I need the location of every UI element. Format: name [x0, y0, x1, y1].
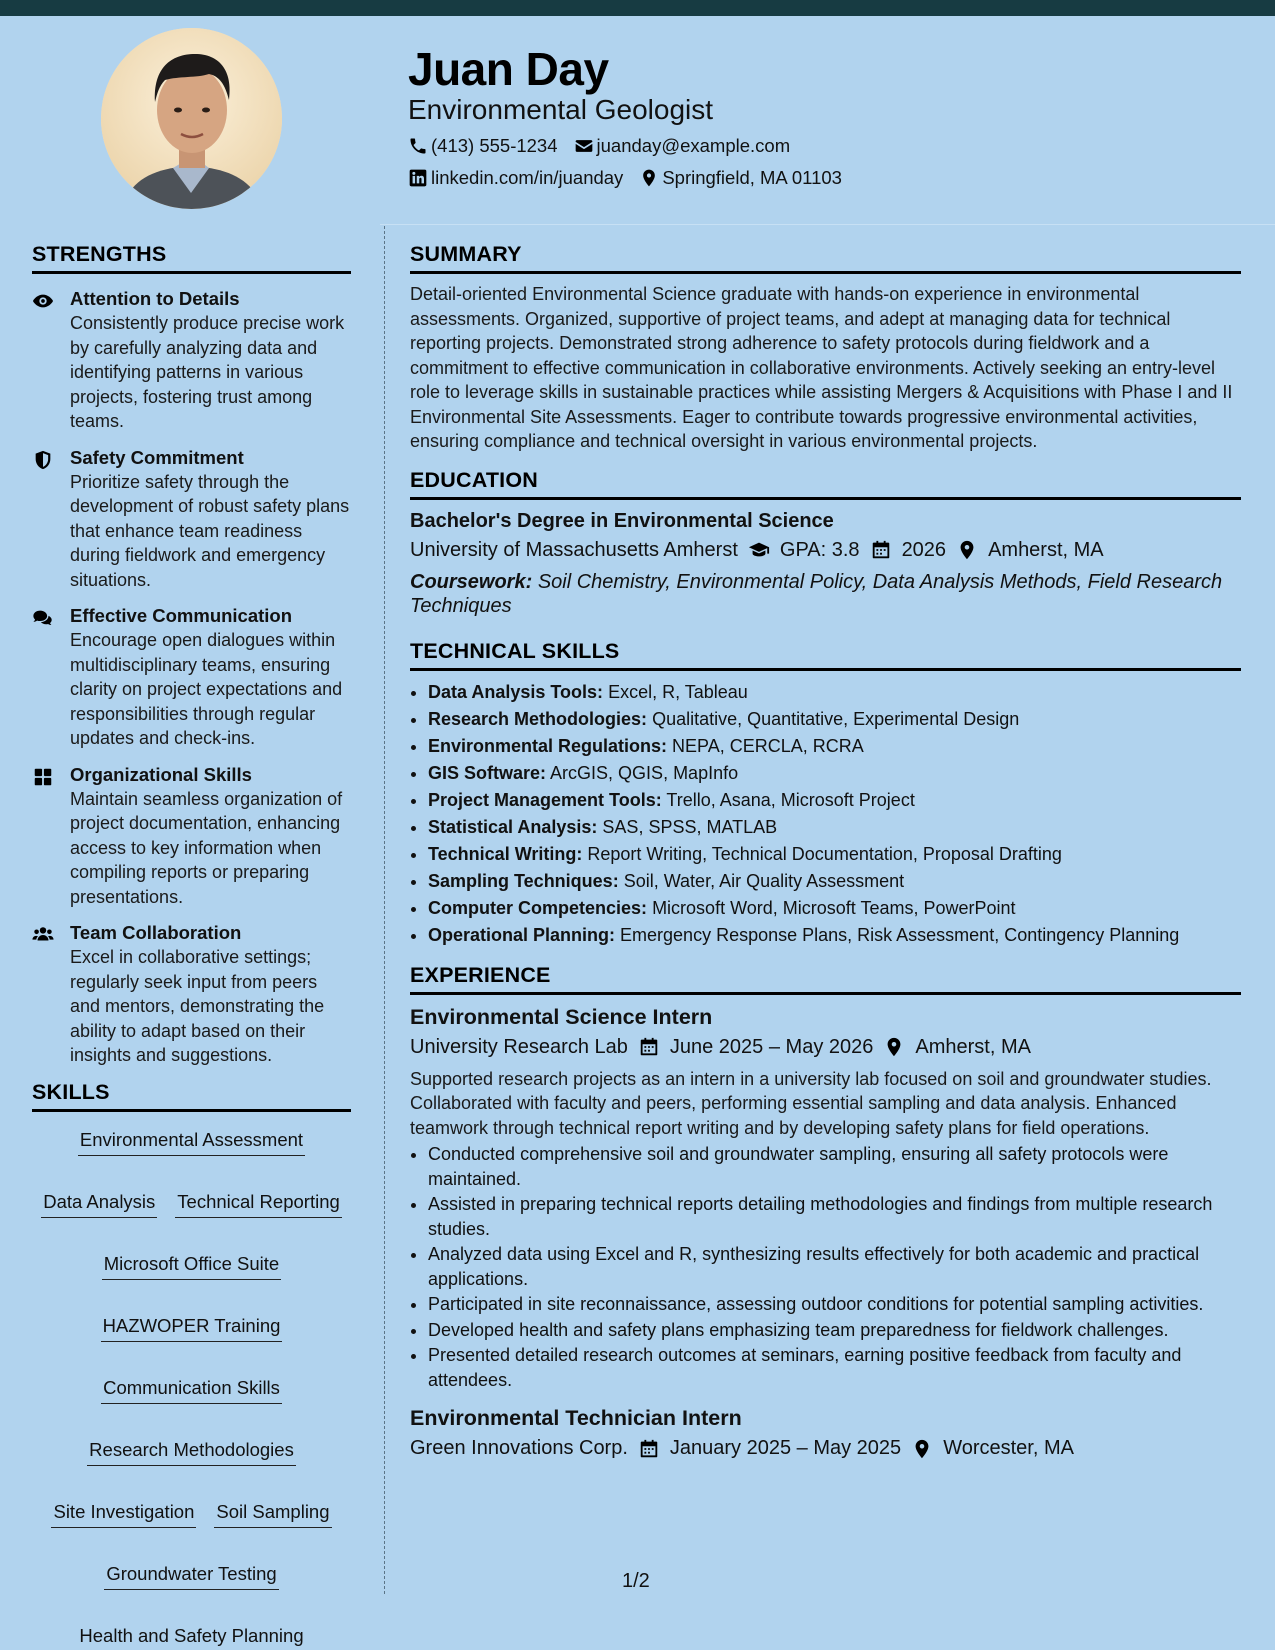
job-dates: January 2025 – May 2025 [669, 1437, 902, 1459]
technical-skills-section [410, 639, 1241, 949]
skills-list [32, 1128, 351, 1650]
skill-value: Emergency Response Plans, Risk Assessment, Contingency Planning [620, 924, 1180, 945]
job-bullets [410, 1142, 1241, 1392]
skill-value: ArcGIS, QGIS, MapInfo [550, 762, 739, 783]
list-item [428, 787, 1241, 814]
skill-chip: Communication Skills [101, 1376, 282, 1404]
school-name: University of Massachusetts Amherst [410, 538, 738, 561]
strength-title: Safety Commitment [70, 446, 244, 468]
experience-heading: EXPERIENCE [410, 963, 1241, 995]
skill-label: Environmental Regulations: [428, 735, 668, 756]
degree: Bachelor's Degree in Environmental Science [410, 509, 834, 532]
grad-year: 2026 [901, 538, 947, 561]
skill-chip: Technical Reporting [175, 1190, 341, 1218]
grid-icon [32, 766, 54, 788]
column-divider [384, 226, 385, 1594]
calendar-icon [638, 1438, 660, 1460]
strength-desc: Excel in collaborative settings; regularly seek input from peers and mentors, demonstrating the ability to adapt based on their insights and suggestions. [70, 947, 325, 1065]
linkedin-text: linkedin.com/in/juanday [431, 167, 624, 188]
school-location: Amherst, MA [988, 538, 1104, 561]
coursework-label: Coursework: [410, 570, 533, 593]
email-text: juanday@example.com [596, 135, 791, 156]
graduation-cap-icon [748, 539, 770, 561]
job-summary: Supported research projects as an intern in a university lab focused on soil and groundwater studies. Collaborated with faculty and peers, performing essential sampling and data analysis. Enhanced teamwork through technical report writing and by developing safety plans for field operations. [410, 1068, 1212, 1138]
strength-item [32, 604, 351, 751]
job-location: Worcester, MA [943, 1437, 1074, 1459]
comments-icon [32, 607, 54, 629]
strength-item [32, 446, 351, 593]
main-column [410, 242, 1241, 1460]
skill-chip: Data Analysis [41, 1190, 157, 1218]
skill-chip: Site Investigation [51, 1500, 196, 1528]
strengths-heading: STRENGTHS [32, 242, 351, 274]
strength-title: Team Collaboration [70, 922, 242, 943]
job-title: Environmental Technician Intern [410, 1406, 742, 1430]
list-item [428, 868, 1241, 895]
contact-phone[interactable] [408, 135, 558, 157]
skill-value: Excel, R, Tableau [608, 681, 748, 702]
contact-row-2 [408, 167, 842, 189]
skill-chip: Groundwater Testing [104, 1562, 278, 1590]
skill-value: Trello, Asana, Microsoft Project [666, 789, 915, 810]
page-number: 1/2 [622, 1570, 650, 1592]
strength-item [32, 287, 351, 434]
list-item: • Participated in site reconnaissance, assessing outdoor conditions for potential sampling activities. [428, 1292, 1241, 1317]
list-item [428, 841, 1241, 868]
envelope-icon [574, 136, 594, 156]
experience-section [410, 963, 1241, 1461]
map-pin-icon [639, 168, 659, 188]
skills-heading: SKILLS [32, 1080, 351, 1112]
contact-linkedin[interactable] [408, 167, 623, 189]
shield-icon [32, 449, 54, 471]
candidate-name: Juan Day [408, 43, 609, 95]
skill-label: Sampling Techniques: [428, 870, 619, 891]
list-item [428, 895, 1241, 922]
list-item: • Presented detailed research outcomes at seminars, earning positive feedback from faculty and attendees. [428, 1343, 1241, 1392]
strength-desc: Prioritize safety through the development of robust safety plans that enhance team readiness during fieldwork and emergency situations. [70, 471, 350, 590]
list-item [428, 679, 1241, 706]
job-dates: June 2025 – May 2026 [669, 1035, 874, 1058]
list-item [428, 706, 1241, 733]
header-divider [380, 224, 1275, 225]
list-item: • Developed health and safety plans emphasizing team preparedness for fieldwork challenges. [428, 1318, 1241, 1343]
skill-value: Report Writing, Technical Documentation, Proposal Drafting [587, 843, 1062, 864]
skill-label: Statistical Analysis: [428, 816, 598, 837]
job-title: Environmental Science Intern [410, 1004, 713, 1029]
strength-item [32, 763, 351, 910]
contact-row-1 [408, 135, 790, 157]
profile-photo [101, 28, 282, 209]
candidate-title: Environmental Geologist [408, 94, 714, 125]
strength-desc: Encourage open dialogues within multidisciplinary teams, ensuring clarity on project expectations and responsibilities through regular updates and check-ins. [70, 630, 343, 748]
list-item: • Conducted comprehensive soil and groundwater sampling, ensuring all safety protocols were maintained. [428, 1142, 1241, 1191]
sidebar [32, 242, 351, 1650]
calendar-icon [638, 1036, 660, 1058]
job-meta [410, 1036, 1241, 1059]
calendar-icon [870, 539, 892, 561]
contact-email[interactable] [574, 135, 791, 157]
technical-skills-heading: TECHNICAL SKILLS [410, 639, 1241, 671]
summary-text: Detail-oriented Environmental Science graduate with hands-on experience in environmental assessments. Organized, supportive of project teams, and adept at managing data for technical reporting projects. Demonstrated strong adherence to safety protocols during fieldwork and a commitment to effective communication in collaborative environments. Actively seeking an entry-level role to leverage skills in sustainable practices while assisting Mergers & Acquisitions with Phase I and II Environmental Site Assessments. Eager to contribute towards progressive environmental activities, ensuring compliance and technical oversight in various environmental projects. [410, 284, 1233, 451]
list-item: • Assisted in preparing technical reports detailing methodologies and findings from multiple research studies. [428, 1192, 1241, 1241]
list-item [428, 922, 1241, 949]
strength-title: Organizational Skills [70, 763, 252, 785]
map-pin-icon [956, 539, 978, 561]
skill-label: Project Management Tools: [428, 789, 662, 810]
list-item: • Analyzed data using Excel and R, synthesizing results effectively for both academic and practical applications. [428, 1242, 1241, 1291]
strength-item [32, 921, 351, 1068]
job-location: Amherst, MA [915, 1035, 1031, 1058]
skill-chip: Microsoft Office Suite [102, 1252, 281, 1280]
summary-heading: SUMMARY [410, 242, 1241, 274]
list-item [428, 733, 1241, 760]
skill-value: NEPA, CERCLA, RCRA [672, 735, 864, 756]
education-meta [410, 539, 1241, 562]
linkedin-icon [408, 168, 428, 188]
coursework-text: Soil Chemistry, Environmental Policy, Data Analysis Methods, Field Research Techniques [410, 570, 1223, 617]
eye-icon [32, 290, 54, 312]
company: Green Innovations Corp. [410, 1437, 628, 1459]
skill-chip: HAZWOPER Training [101, 1314, 283, 1342]
map-pin-icon [911, 1438, 933, 1460]
strength-desc: Consistently produce precise work by carefully analyzing data and identifying patterns in various projects, fostering trust among teams. [70, 313, 345, 431]
list-item [428, 814, 1241, 841]
location-text: Springfield, MA 01103 [662, 167, 842, 188]
list-item [428, 760, 1241, 787]
technical-skills-list [410, 679, 1241, 949]
skill-label: Data Analysis Tools: [428, 681, 604, 702]
job-meta [410, 1437, 1241, 1460]
phone-icon [408, 136, 428, 156]
contact-location [639, 167, 842, 189]
skill-chip: Health and Safety Planning [77, 1624, 305, 1650]
skill-label: Research Methodologies: [428, 708, 648, 729]
strength-title: Attention to Details [70, 288, 240, 309]
skill-value: Microsoft Word, Microsoft Teams, PowerPoint [652, 897, 1016, 918]
skill-value: SAS, SPSS, MATLAB [602, 816, 778, 837]
skill-value: Qualitative, Quantitative, Experimental Design [652, 708, 1020, 729]
phone-text: (413) 555-1234 [431, 135, 558, 156]
skill-label: Computer Competencies: [428, 897, 648, 918]
skill-chip: Environmental Assessment [78, 1128, 305, 1156]
skill-chip: Soil Sampling [214, 1500, 331, 1528]
gpa: GPA: 3.8 [779, 538, 860, 561]
strengths-list [32, 287, 351, 1068]
skill-label: GIS Software: [428, 762, 547, 783]
company: University Research Lab [410, 1035, 628, 1058]
skill-label: Operational Planning: [428, 924, 616, 945]
strength-desc: Maintain seamless organization of project documentation, enhancing access to key information when compiling reports or preparing presentations. [70, 788, 343, 907]
education-section [410, 468, 1241, 619]
strength-title: Effective Communication [70, 605, 293, 626]
users-icon [32, 924, 54, 946]
top-bar [0, 0, 1275, 16]
skill-value: Soil, Water, Air Quality Assessment [623, 870, 905, 891]
map-pin-icon [883, 1036, 905, 1058]
skill-chip: Research Methodologies [87, 1438, 296, 1466]
coursework [410, 570, 1241, 619]
education-heading: EDUCATION [410, 468, 1241, 500]
skill-label: Technical Writing: [428, 843, 583, 864]
